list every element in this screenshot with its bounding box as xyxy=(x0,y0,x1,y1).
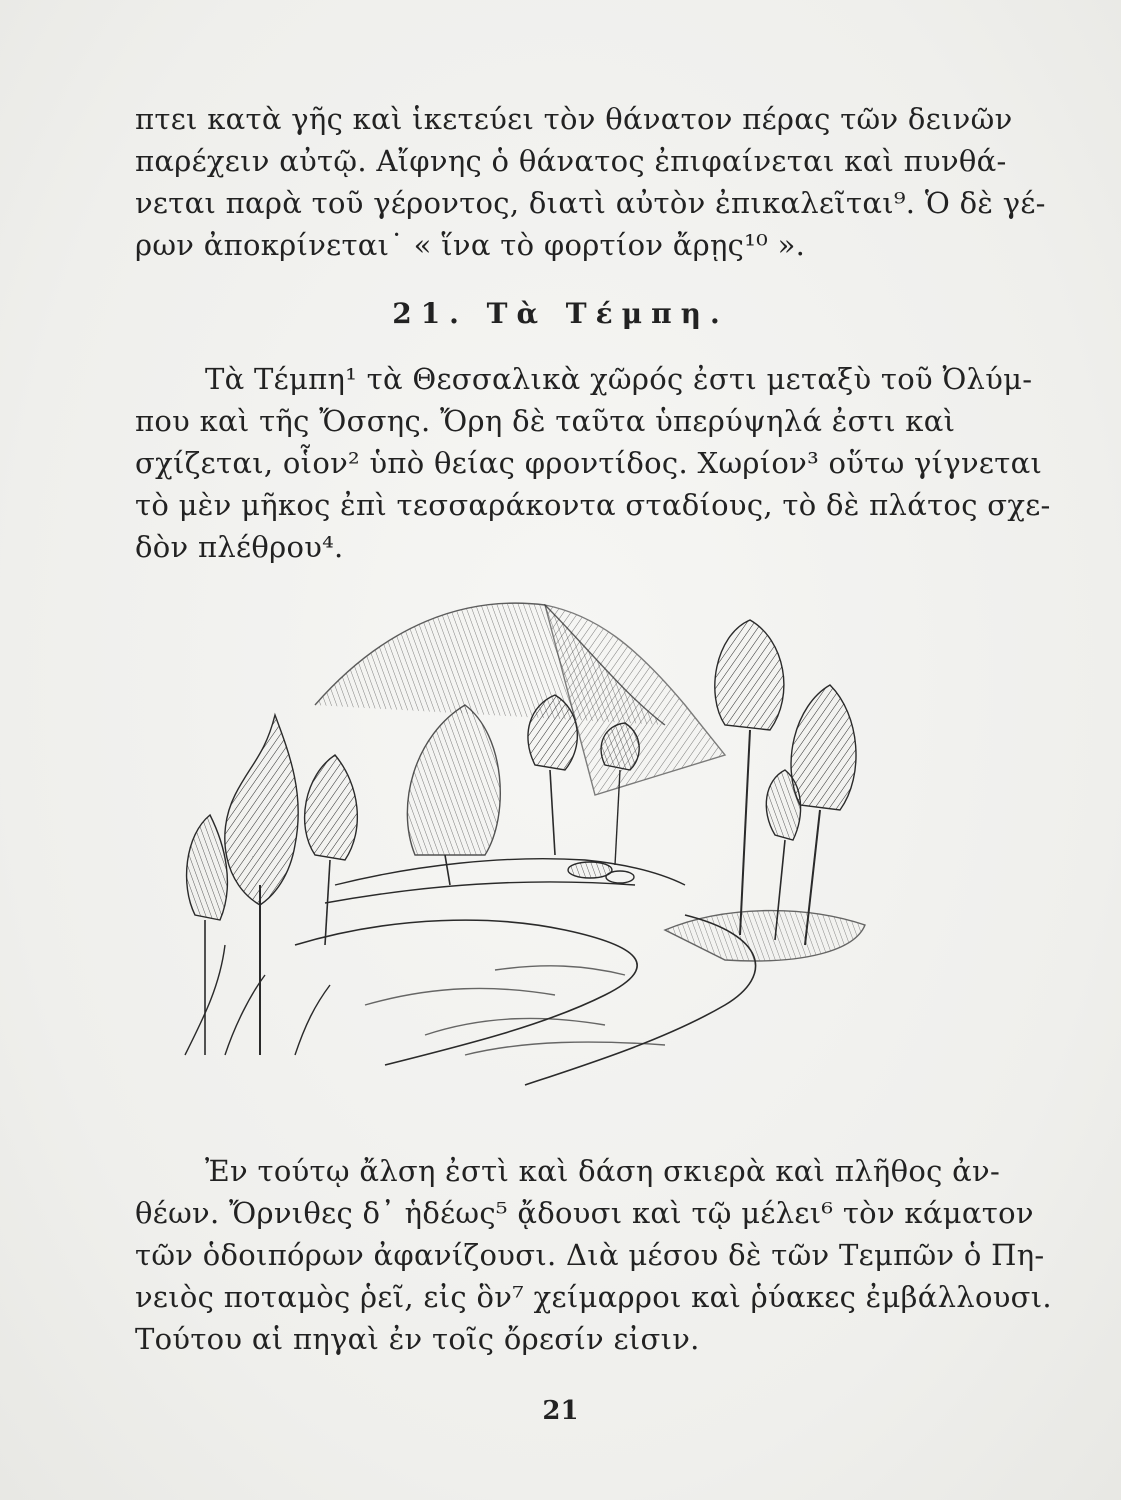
text-line: που καὶ τῆς Ὄσσης. Ὄρη δὲ ταῦτα ὑπερύψηλά ἐστι καὶ xyxy=(135,404,956,438)
paragraph-groves xyxy=(135,1150,1052,1360)
river-valley-illustration xyxy=(165,585,885,1105)
text-line: σχίζεται, οἷον² ὑπὸ θείας φροντίδος. Χωρίον³ οὕτω γίγνεται xyxy=(135,446,1043,480)
text-line: Τούτου αἱ πηγαὶ ἐν τοῖς ὄρεσίν εἰσιν. xyxy=(135,1322,700,1356)
text-line: τῶν ὁδοιπόρων ἀφανίζουσι. Διὰ μέσου δὲ τῶν Τεμπῶν ὁ Πη- xyxy=(135,1238,1045,1272)
text-line: πτει κατὰ γῆς καὶ ἱκετεύει τὸν θάνατον πέρας τῶν δεινῶν xyxy=(135,102,1013,136)
text-line: Ἐν τούτῳ ἄλση ἐστὶ καὶ δάση σκιερὰ καὶ πλῆθος ἀν- xyxy=(205,1154,1001,1188)
text-line: παρέχειν αὐτῷ. Αἴφνης ὁ θάνατος ἐπιφαίνεται καὶ πυνθά- xyxy=(135,144,1007,178)
text-line: τὸ μὲν μῆκος ἐπὶ τεσσαράκοντα σταδίους, τὸ δὲ πλάτος σχε- xyxy=(135,488,1051,522)
paragraph-tempe xyxy=(135,358,1051,568)
text-line: ρων ἀποκρίνεται˙ « ἵνα τὸ φορτίον ἄρῃς¹⁰ ». xyxy=(135,228,806,262)
text-line: νεται παρὰ τοῦ γέροντος, διατὶ αὐτὸν ἐπικαλεῖται⁹. Ὁ δὲ γέ- xyxy=(135,186,1046,220)
paragraph-top xyxy=(135,98,1046,266)
text-line: Τὰ Τέμπη¹ τὰ Θεσσαλικὰ χῶρός ἐστι μεταξὺ τοῦ Ὀλύμ- xyxy=(205,362,1033,396)
text-line: δὸν πλέθρου⁴. xyxy=(135,530,344,564)
page-number: 21 xyxy=(542,1396,579,1426)
section-title: 21. Τὰ Τέμπη. xyxy=(392,297,729,330)
text-line: θέων. Ὄρνιθες δ᾽ ἡδέως⁵ ᾄδουσι καὶ τῷ μέλει⁶ τὸν κάματον xyxy=(135,1196,1034,1230)
text-line: νειὸς ποταμὸς ῥεῖ, εἰς ὃν⁷ χείμαρροι καὶ ῥύακες ἐμβάλλουσι. xyxy=(135,1280,1052,1314)
